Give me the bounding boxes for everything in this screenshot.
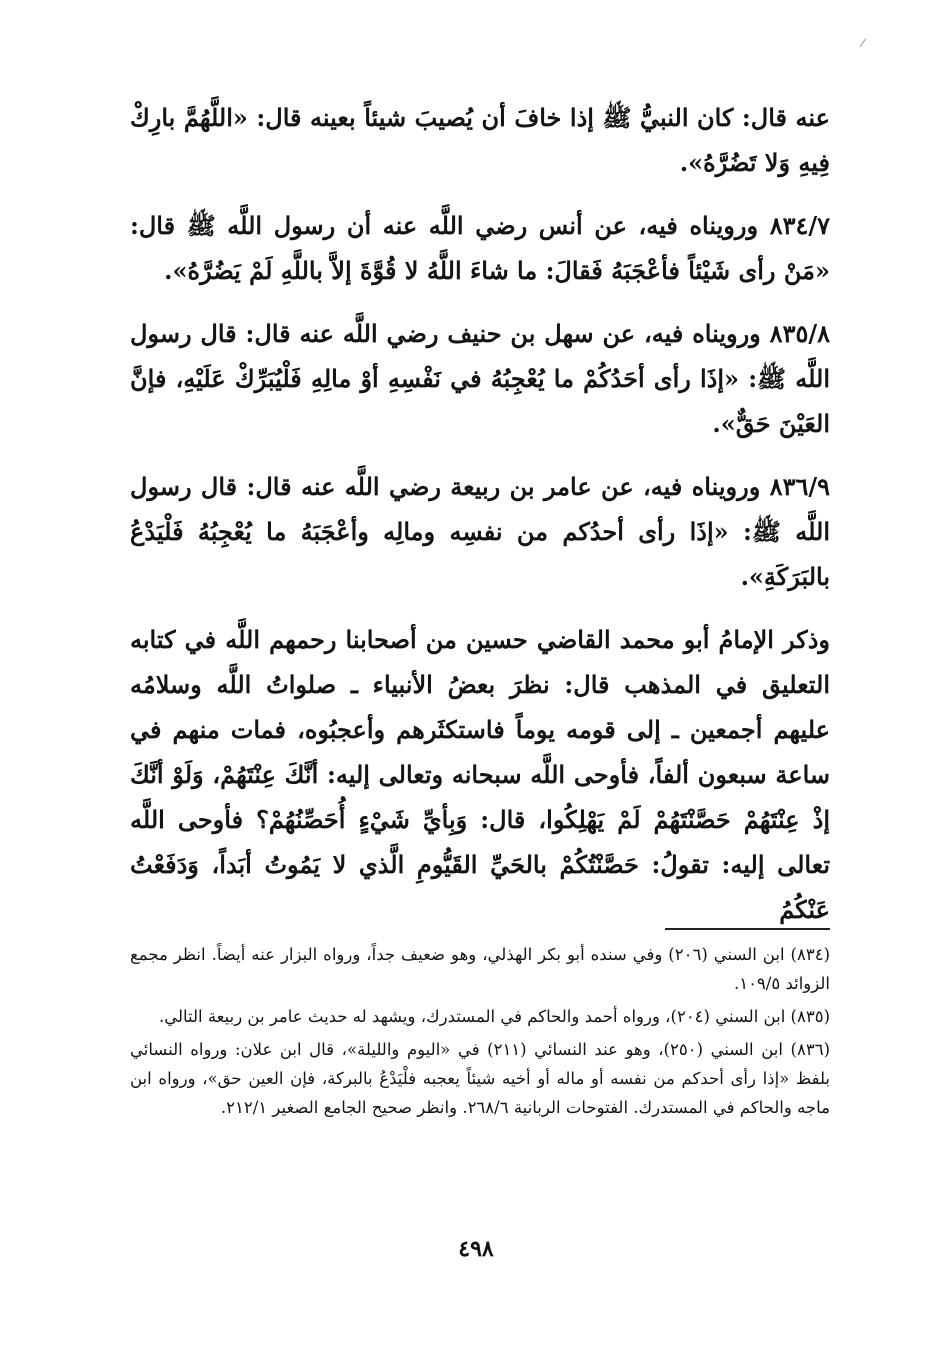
footnote-834 bbox=[130, 940, 830, 998]
scan-artifact-mark bbox=[860, 38, 875, 53]
hadith-paragraph-835 bbox=[130, 311, 830, 446]
footnote-marker: (٨٣٤) bbox=[790, 945, 830, 964]
footnote-text: ابن السني (٢٠٦) وفي سنده أبو بكر الهذلي، وهو ضعيف جداً، ورواه البزار عنه أيضاً. انظر مجمع الزوائد ١٠٩/٥. bbox=[130, 945, 830, 993]
paragraph-text: ورويناه فيه، عن أنس رضي اللَّه عنه أن رسول اللَّه ﷺ قال: «مَنْ رأى شَيْئاً فأعْجَبَهُ فَقالَ: ما شاءَ اللَّهُ لا قُوَّةَ إلاَّ باللَّهِ لَمْ يَضُرَّهُ». bbox=[130, 211, 830, 285]
footnote-835 bbox=[130, 1002, 830, 1031]
paragraph-text: ورويناه فيه، عن سهل بن حنيف رضي اللَّه عنه قال: قال رسول اللَّه ﷺ: «إذَا رأى أحَدُكُمْ ما يُعْجِبُهُ في نَفْسِهِ أوْ مالِهِ فَلْيُبَرِّكْ عَلَيْهِ، فإنَّ العَيْنَ حَقٌّ». bbox=[130, 319, 830, 438]
footnote-marker: (٨٣٦) bbox=[790, 1040, 830, 1059]
footnote-marker: (٨٣٥) bbox=[790, 1007, 830, 1026]
hadith-paragraph-836 bbox=[130, 464, 830, 599]
footnote-text: ابن السني (٢٥٠)، وهو عند النسائي (٢١١) في «اليوم والليلة»، قال ابن علان: ورواه النسائي بلفظ «إذا رأى أحدكم من نفسه أو ماله أو أخيه شيئاً يعجبه فلْيَدْعُ بالبركة، فإن العين حق»، ورواه ابن ماجه والحاكم في المستدرك. الفتوحات الربانية ٢٦٨/٦. وانظر صحيح الجامع الصغير ٢١٢/١. bbox=[130, 1040, 830, 1117]
footnote-836 bbox=[130, 1035, 830, 1122]
footnote-text: ابن السني (٢٠٤)، ورواه أحمد والحاكم في المستدرك، ويشهد له حديث عامر بن ربيعة التالي. bbox=[158, 1007, 786, 1026]
paragraph-text: وذكر الإمامُ أبو محمد القاضي حسين من أصحابنا رحمهم اللَّه في كتابه التعليق في المذهب قال: نظرَ بعضُ الأنبياء ـ صلواتُ اللَّه وسلامُه عليهم أجمعين ـ إلى قومه يوماً فاستكثَرهم وأعجبُوه، فمات منهم في ساعة سبعون ألفاً، فأوحى اللَّه سبحانه وتعالى إليه: أنَّكَ عِنْتَهُمْ، وَلَوْ أنَّكَ إذْ عِنْتَهُمْ حَصَّنْتَهُمْ لَمْ يَهْلِكُوا، قال: وَبِأيِّ شَيْءٍ أُحَصِّنُهُمْ؟ فأوحى اللَّه تعالى إليه: تقولُ: حَصَّنْتُكُمْ بالحَيِّ القَيُّومِ الَّذي لا يَمُوتُ أبَداً، وَدَفَعْتُ عَنْكُمُ bbox=[130, 625, 830, 924]
page-number: ٤٩٨ bbox=[458, 1236, 494, 1262]
paragraph-text: ورويناه فيه، عن عامر بن ربيعة رضي اللَّه عنه قال: قال رسول اللَّه ﷺ: «إذَا رأى أحدُكم من نفسِه ومالِه وأعْجَبَهُ ما يُعْجِبُهُ فَلْيَدْعُ بالبَرَكَةِ». bbox=[130, 472, 830, 591]
paragraph-continuation bbox=[130, 95, 830, 185]
hadith-number: ٨٣٤/٧ bbox=[769, 211, 831, 240]
footnote-separator bbox=[665, 928, 830, 930]
hadith-paragraph-834 bbox=[130, 203, 830, 293]
hadith-number: ٨٣٦/٩ bbox=[769, 472, 830, 501]
hadith-number: ٨٣٥/٨ bbox=[769, 319, 830, 348]
main-text-body bbox=[130, 95, 830, 932]
footnotes-section bbox=[130, 940, 830, 1126]
narrative-paragraph bbox=[130, 617, 830, 932]
paragraph-text: عنه قال: كان النبيُّ ﷺ إذا خافَ أن يُصيبَ شيئاً بعينه قال: «اللَّهُمَّ بارِكْ فِيهِ وَلا تَضُرَّهُ». bbox=[130, 103, 830, 177]
